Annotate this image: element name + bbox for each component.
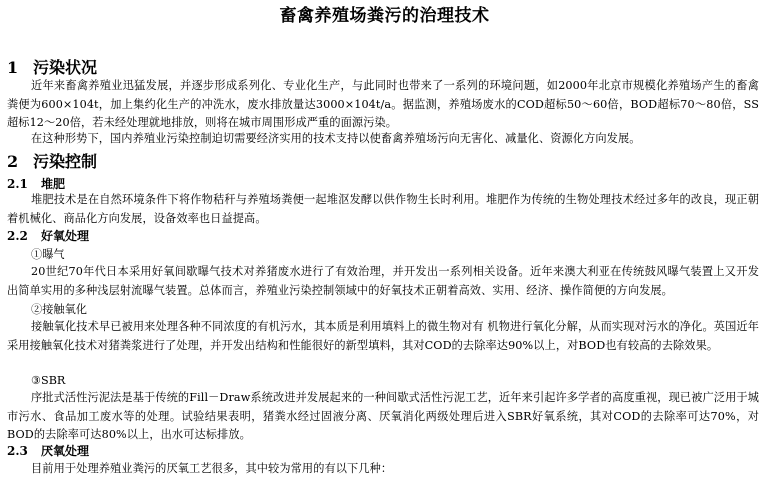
paragraph: 在这种形势下，国内养殖业污染控制迫切需要经济实用的技术支持以使畜禽养殖场污向无害化、减量化、资源化方向发展。 <box>31 132 641 145</box>
section-heading-1 <box>7 58 97 78</box>
subsection-number: 2.3 <box>7 444 28 458</box>
section-heading-2 <box>7 152 97 172</box>
list-item-label: ①曝气 <box>31 248 65 261</box>
subsection-title: 厌氧处理 <box>41 444 90 458</box>
list-item-label: ③SBR <box>31 374 66 387</box>
paragraph: 20世纪70年代日本采用好氧间歇曝气技术对养猪废水进行了有效治理，并开发出一系列相关设备。近年来澳大利亚在传统鼓风曝气装置上又开发出简单实用的多种浅层射流曝气装置。总体而言，养殖业污染控制领域中的好氧技术正朝着高效、实用、经济、操作简便的方向发展。 <box>7 265 759 297</box>
subsection-heading-2-2 <box>7 228 89 244</box>
document-title: 畜禽养殖场粪污的治理技术 <box>279 6 490 26</box>
section-number: 2 <box>7 152 19 171</box>
subsection-number: 2.2 <box>7 229 28 243</box>
paragraph: 序批式活性污泥法是基于传统的Fill－Draw系统改进并发展起来的一种间歇式活性污泥工艺，近年来引起许多学者的高度重视，现已被广泛用于城市污水、食品加工废水等的处理。试验结果表明，猪粪水经过固液分离、厌氧消化两级处理后进入SBR好氧系统，其对COD的去除率可达70%，对BOD的去除率可达80%以上，出水可达标排放。 <box>7 391 759 441</box>
paragraph: 堆肥技术是在自然环境条件下将作物秸秆与养殖场粪便一起堆沤发酵以供作物生长时利用。堆肥作为传统的生物处理技术经过多年的改良，现正朝着机械化、商品化方向发展，设备效率也日益提高。 <box>7 193 759 225</box>
subsection-title: 好氧处理 <box>41 229 90 243</box>
section-title: 污染状况 <box>33 58 98 77</box>
subsection-heading-2-3 <box>7 443 89 459</box>
subsection-title: 堆肥 <box>41 177 66 191</box>
subsection-heading-2-1 <box>7 176 65 192</box>
paragraph: 目前用于处理养殖业粪污的厌氧工艺很多，其中较为常用的有以下几种： <box>31 462 393 475</box>
paragraph: 接触氧化技术早已被用来处理各种不同浓度的有机污水，其本质是利用填料上的微生物对有 机物进行氧化分解，从而实现对污水的净化。英国近年采用接触氧化技术对猪粪浆进行了处理，并开发出结构和性能很好的新型填料，其对COD的去除率达90%以上，对BOD也有较高的去除效果。 <box>7 320 759 352</box>
paragraph: 近年来畜禽养殖业迅猛发展，并逐步形成系列化、专业化生产，与此同时也带来了一系列的环境问题，如2000年北京市规模化养殖场产生的畜禽粪便为600×104t，加上集约化生产的冲洗水，废水排放量达3000×104t/a。据监测，养殖场废水的COD超标50～60倍，BOD超标70～80倍，SS超标12～20倍，若未经处理就地排放，则将在城市周围形成严重的面源污染。 <box>7 79 759 129</box>
list-item-label: ②接触氧化 <box>31 303 87 316</box>
subsection-number: 2.1 <box>7 177 28 191</box>
section-number: 1 <box>7 58 19 77</box>
section-title: 污染控制 <box>33 152 98 171</box>
